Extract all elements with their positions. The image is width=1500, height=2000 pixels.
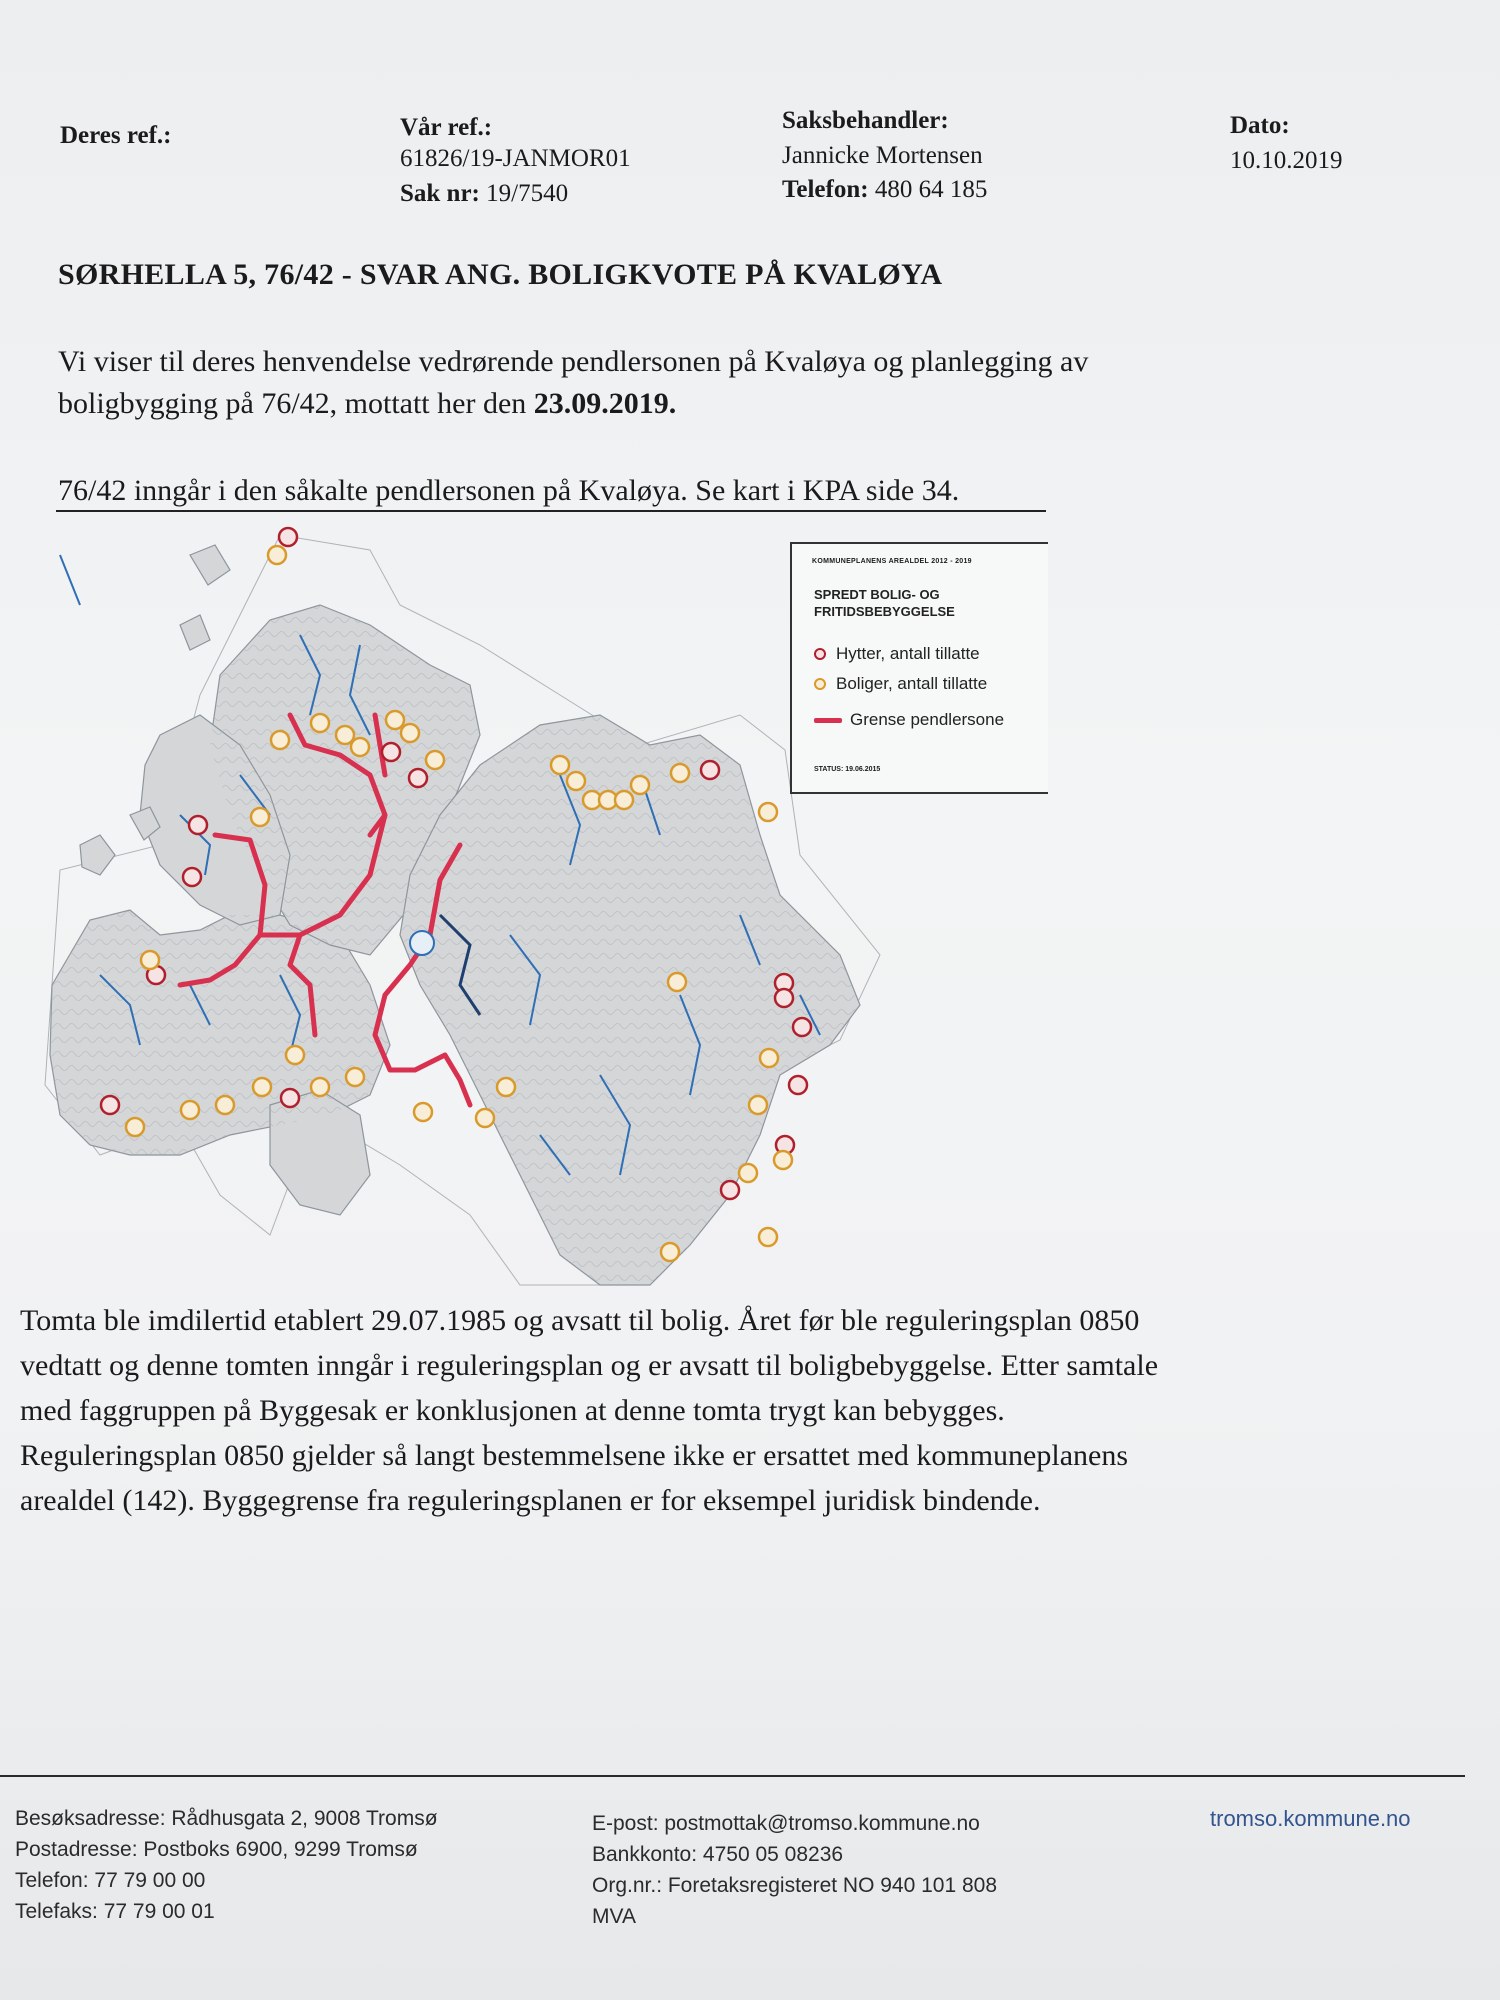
conclusion-line-2: vedtatt og denne tomten inngår i reguleringsplan og er avsatt til boligbebyggelse. Etter samtale [20,1349,1159,1382]
footer-epost: E-post: postmottak@tromso.kommune.no [592,1812,980,1835]
legend-item-grense-label: Grense pendlersone [850,710,1005,729]
legend-item-boliger-label: Boliger, antall tillatte [836,674,988,693]
intro-line-2 [58,383,1438,425]
footer-rule [0,1775,1465,1777]
land-islet-3 [190,545,230,585]
saksbehandler-label: Saksbehandler: [782,107,949,134]
intro-line-1: Vi viser til deres henvendelse vedrørende pendlersonen på Kvaløya og planlegging av [58,345,1089,378]
legend-header: KOMMUNEPLANENS AREALDEL 2012 - 2019 [812,558,972,565]
map-legend [790,542,1048,794]
sak-nr-label: Sak nr: [400,180,480,207]
conclusion-line-4: Reguleringsplan 0850 gjelder så langt bestemmelsene ikke er ersattet med kommuneplanens [20,1439,1129,1472]
saksbehandler-value: Jannicke Mortensen [782,142,983,169]
legend-status: STATUS: 19.06.2015 [814,766,881,773]
var-ref-label: Vår ref.: [400,114,493,141]
var-ref-value: 61826/19-JANMOR01 [400,145,631,172]
legend-title-line-1: SPREDT BOLIG- OG [814,587,940,602]
telefon-value: 480 64 185 [874,176,988,203]
intro-date: 23.09.2019. [533,387,677,420]
conclusion-paragraph [20,1298,1480,1523]
bolig-symbol-icon [814,678,826,690]
zone-paragraph: 76/42 inngår i den såkalte pendlersonen på Kvaløya. Se kart i KPA side 34. [58,474,960,507]
hytte-symbol-icon [814,648,826,660]
legend-title [814,586,1024,620]
intro-line-2-text: boligbygging på 76/42, mottatt her den [58,387,534,420]
letter-title: SØRHELLA 5, 76/42 - SVAR ANG. BOLIGKVOTE PÅ KVALØYA [58,258,943,291]
footer-besoksadresse: Besøksadresse: Rådhusgata 2, 9008 Tromsø [15,1807,438,1830]
border-line-icon [814,718,842,723]
deres-ref-label: Deres ref.: [60,122,172,149]
footer-postadresse: Postadresse: Postboks 6900, 9299 Tromsø [15,1838,418,1861]
legend-item-grense [814,710,1004,730]
land-islet-1 [80,835,115,875]
footer-website-link[interactable]: tromso.kommune.no [1210,1806,1411,1831]
conclusion-line-1: Tomta ble imdilertid etablert 29.07.1985 og avsatt til bolig. Året før ble reguleringsplan 0850 [20,1304,1140,1337]
footer-bankkonto: Bankkonto: 4750 05 08236 [592,1843,844,1866]
legend-item-hytter [814,644,980,664]
terrain-texture [50,605,860,1285]
legend-item-hytter-label: Hytter, antall tillatte [836,644,980,663]
intro-paragraph [58,341,1438,425]
land-islet-4 [180,615,210,650]
conclusion-line-3: med faggruppen på Byggesak er konklusjonen at denne tomta trygt kan bebygges. [20,1394,1005,1427]
footer-contact-block [592,1808,997,1932]
dato-value: 10.10.2019 [1230,147,1343,174]
telefon [782,176,987,204]
text-underline [56,510,1046,512]
conclusion-line-5: arealdel (142). Byggegrense fra reguleringsplanen er for eksempel juridisk bindende. [20,1484,1041,1517]
dato-label: Dato: [1230,112,1290,139]
legend-title-line-2: FRITIDSBEBYGGELSE [814,604,955,619]
legend-item-boliger [814,674,987,694]
sak-nr [400,180,568,208]
footer-address-block [15,1803,438,1927]
tromso-hub-icon [410,931,434,955]
telefon-label: Telefon: [782,176,869,203]
sak-nr-value: 19/7540 [486,180,569,207]
footer-telefaks: Telefaks: 77 79 00 01 [15,1900,215,1923]
footer-telefon: Telefon: 77 79 00 00 [15,1869,206,1892]
footer-mva: MVA [592,1905,636,1928]
footer-orgnr: Org.nr.: Foretaksregisteret NO 940 101 808 [592,1874,998,1897]
